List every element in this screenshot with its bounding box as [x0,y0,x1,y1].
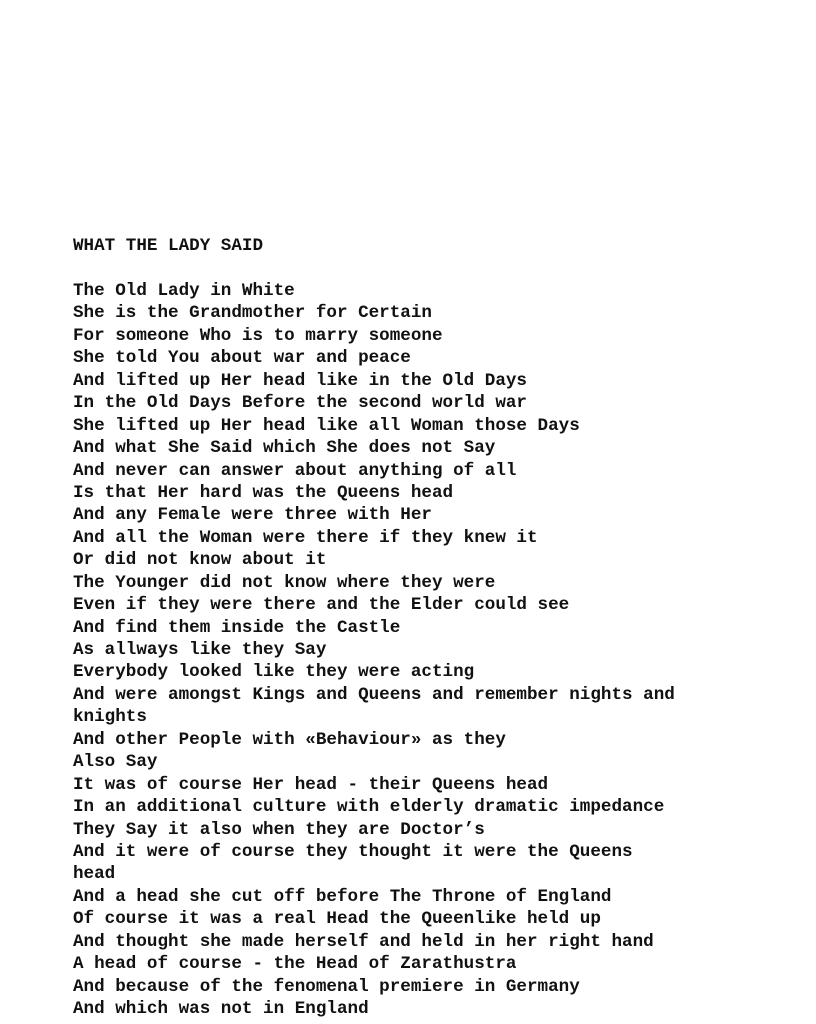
poem-line: And which was not in England [73,999,369,1019]
poem-line: A head of course - the Head of Zarathustra [73,954,517,975]
poem-body [73,280,773,1020]
poem-line: And all the Woman were there if they knew it [73,527,538,548]
poem-line: They Say it also when they are Doctor’s [73,819,485,840]
poem-line: head [73,864,116,885]
poem-line: It was of course Her head - their Queens head [73,774,549,795]
poem-line: And because of the fenomenal premiere in Germany [73,976,580,997]
poem-line: And it were of course they thought it were the Queens [73,841,633,862]
poem-title: WHAT THE LADY SAID [73,236,264,256]
poem-line: In the Old Days Before the second world war [73,393,527,414]
poem-line: Is that Her hard was the Queens head [73,482,454,503]
poem-line: And any Female were three with Her [73,505,432,526]
poem-line: And find them inside the Castle [73,617,401,638]
poem-line: Also Say [73,752,158,773]
poem-line: She is the Grandmother for Certain [73,303,432,324]
poem-line: As allways like they Say [73,640,327,660]
poem-line: The Old Lady in White [73,281,295,301]
poem-line: Or did not know about it [73,550,327,571]
poem-line: And were amongst Kings and Queens and remember nights and [73,684,675,705]
poem-line: And a head she cut off before The Throne of England [73,886,612,907]
poem-line: The Younger did not know where they were [73,572,496,593]
poem-line: And never can answer about anything of all [73,460,517,481]
poem-line: She told You about war and peace [73,348,411,369]
poem-line: Of course it was a real Head the Queenlike held up [73,909,601,930]
poem-line: knights [73,707,147,728]
poem-line: In an additional culture with elderly dramatic impedance [73,797,665,818]
poem-line: And lifted up Her head like in the Old Days [73,370,527,391]
poem-line: For someone Who is to marry someone [73,325,443,346]
poem-line: And thought she made herself and held in her right hand [73,931,654,952]
poem-line: And other People with «Behaviour» as they [73,729,506,750]
poem-line: Everybody looked like they were acting [73,662,475,683]
poem-line: Even if they were there and the Elder could see [73,595,570,616]
poem-line: And what She Said which She does not Say [73,438,496,459]
poem-line: She lifted up Her head like all Woman those Days [73,415,580,436]
